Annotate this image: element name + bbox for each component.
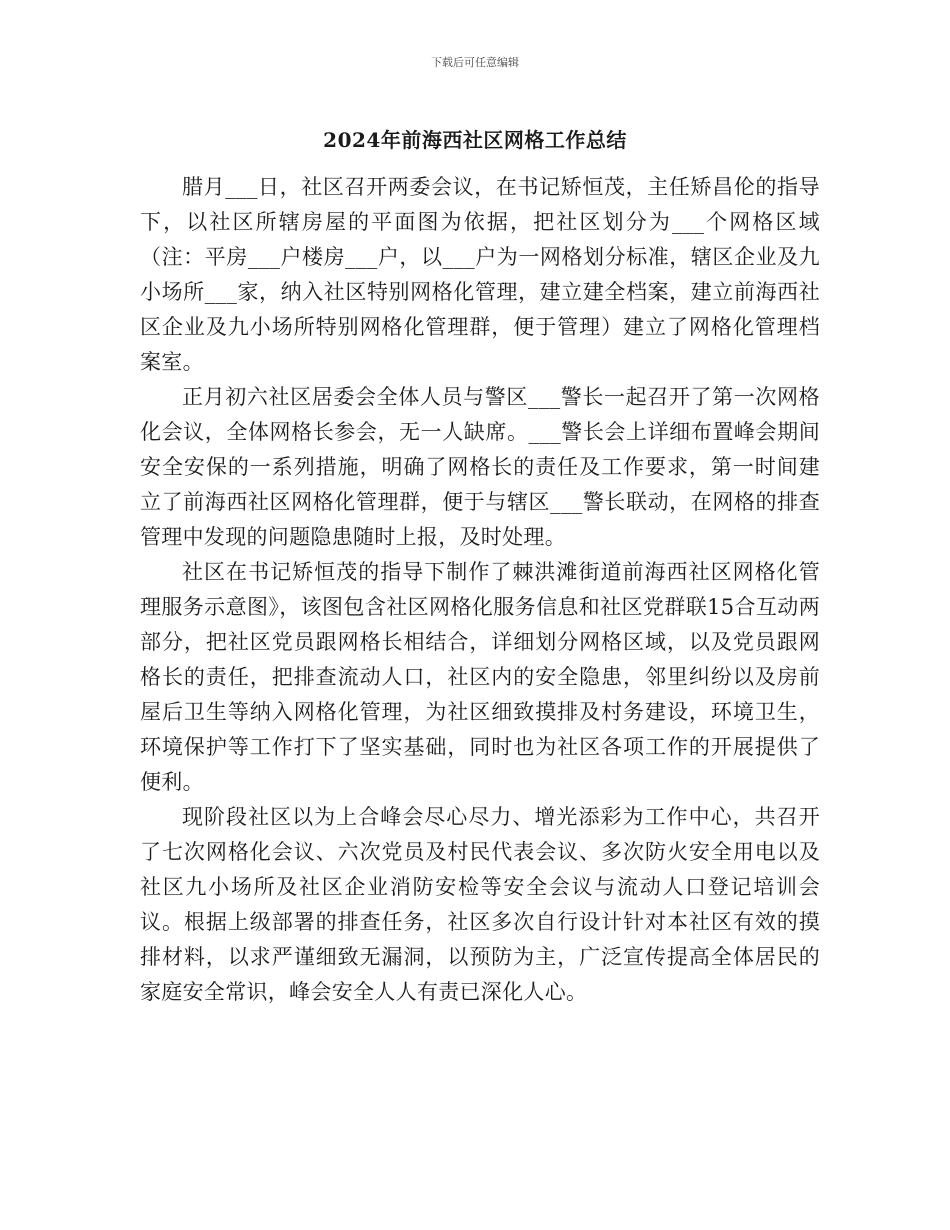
paragraph-3: 社区在书记矫恒茂的指导下制作了棘洪滩街道前海西社区网格化管理服务示意图》，该图包含社区网格化服务信息和社区党群联15合互动两部分，把社区党员跟网格长相结合，详细划分网格区域，以及党员跟网格长的责任，把排查流动人口，社区内的安全隐患，邻里纠纷以及房前屋后卫生等纳入网格化管理，为社区细致摸排及村务建设，环境卫生，环境保护等工作打下了坚实基础，同时也为社区各项工作的开展提供了便利。 <box>140 560 820 794</box>
paragraph-4: 现阶段社区以为上合峰会尽心尽力、增光添彩为工作中心，共召开了七次网格化会议、六次党员及村民代表会议、多次防火安全用电以及社区九小场所及社区企业消防安检等安全会议与流动人口登记培训会议。根据上级部署的排查任务，社区多次自行设计针对本社区有效的摸排材料，以求严谨细致无漏洞，以预防为主，广泛宣传提高全体居民的家庭安全常识，峰会安全人人有责已深化人心。 <box>140 805 820 1004</box>
header-note: 下载后可任意编辑 <box>431 56 519 69</box>
paragraph-1: 腊月___日，社区召开两委会议，在书记矫恒茂，主任矫昌伦的指导下，以社区所辖房屋的平面图为依据，把社区划分为___个网格区域（注：平房___户楼房___户，以___户为一网格划分标准，辖区企业及九小场所___家，纳入社区特别网格化管理，建立建全档案，建立前海西社区企业及九小场所特别网格化管理群，便于管理）建立了网格化管理档案室。 <box>140 175 820 374</box>
document-body <box>140 170 820 1010</box>
document-title: 2024年前海西社区网格工作总结 <box>323 128 627 152</box>
paragraph-2: 正月初六社区居委会全体人员与警区___警长一起召开了第一次网格化会议，全体网格长参会，无一人缺席。___警长会上详细布置峰会期间安全安保的一系列措施，明确了网格长的责任及工作要求，第一时间建立了前海西社区网格化管理群，便于与辖区___警长联动，在网格的排查管理中发现的问题隐患随时上报，及时处理。 <box>140 385 820 549</box>
